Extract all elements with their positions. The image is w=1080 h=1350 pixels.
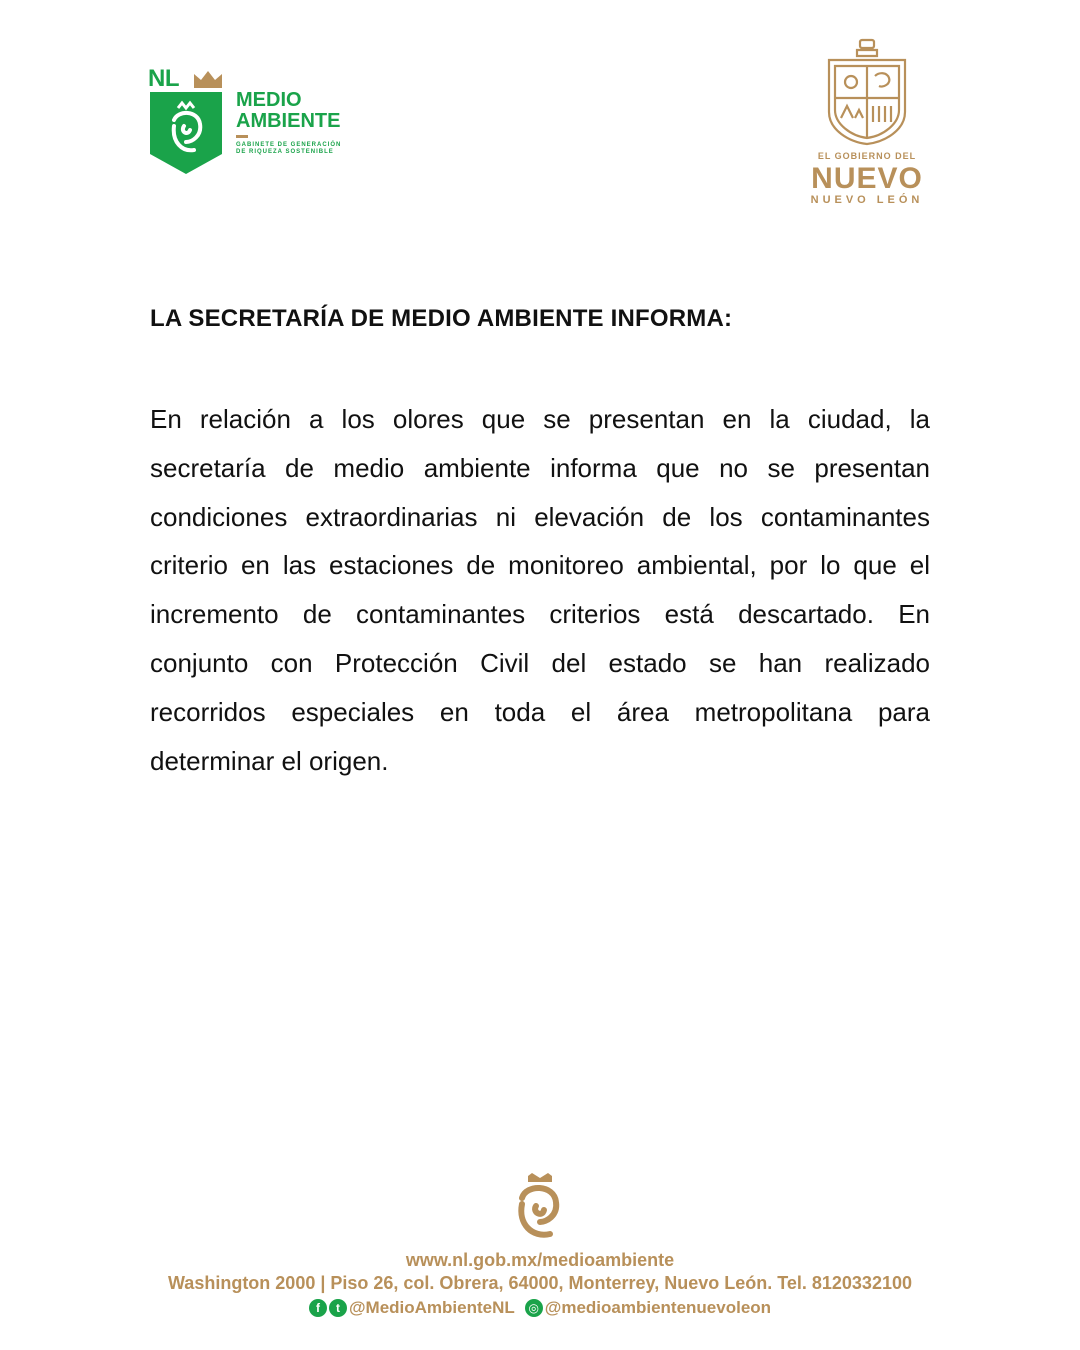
footer-emblem-icon: [508, 1172, 572, 1248]
ambiente-title: AMBIENTE: [236, 110, 341, 132]
nuevo-leon-label: NUEVO LEÓN: [810, 194, 924, 206]
social-handle-fb-tw: @MedioAmbienteNL: [348, 1298, 515, 1317]
social-handle-ig: @medioambientenuevoleon: [544, 1298, 772, 1317]
shield-emblem-icon: [148, 90, 224, 176]
logo-subtitle-line2: DE RIQUEZA SOSTENIBLE: [236, 149, 334, 155]
document-body: En relación a los olores que se presentan en la ciudad, la secretaría de medio ambiente informa que no se presentan condiciones extraordinarias ni elevación de los contaminantes criterio en las estaciones de monitoreo ambiental, por lo que el incremento de contaminantes criterios está descartado. En conjunto con Protección Civil del estado se han realizado recorridos especiales en toda el área metropolitana para determinar el origen.: [150, 404, 930, 776]
coat-of-arms-icon: [823, 38, 911, 146]
footer-social: [0, 1298, 1080, 1318]
logo-divider: [236, 135, 248, 138]
footer-website: www.nl.gob.mx/medioambiente: [405, 1250, 675, 1270]
gobierno-label: EL GOBIERNO DEL: [817, 151, 917, 161]
medio-title: MEDIO: [236, 89, 302, 111]
twitter-icon: t: [329, 1299, 347, 1317]
crown-icon: [192, 68, 224, 90]
document-heading: LA SECRETARÍA DE MEDIO AMBIENTE INFORMA:: [150, 305, 733, 332]
nl-brand-text: NL: [148, 65, 179, 92]
nuevo-label: NUEVO: [811, 162, 923, 195]
footer-address: Washington 2000 | Piso 26, col. Obrera, 64000, Monterrey, Nuevo León. Tel. 8120332100: [167, 1273, 912, 1293]
instagram-icon: ◎: [525, 1299, 543, 1317]
facebook-icon: f: [309, 1299, 327, 1317]
gobierno-nuevo-leon-logo: [795, 38, 939, 210]
logo-subtitle-line1: GABINETE DE GENERACIÓN: [236, 142, 342, 148]
medio-ambiente-logo: [148, 66, 378, 178]
